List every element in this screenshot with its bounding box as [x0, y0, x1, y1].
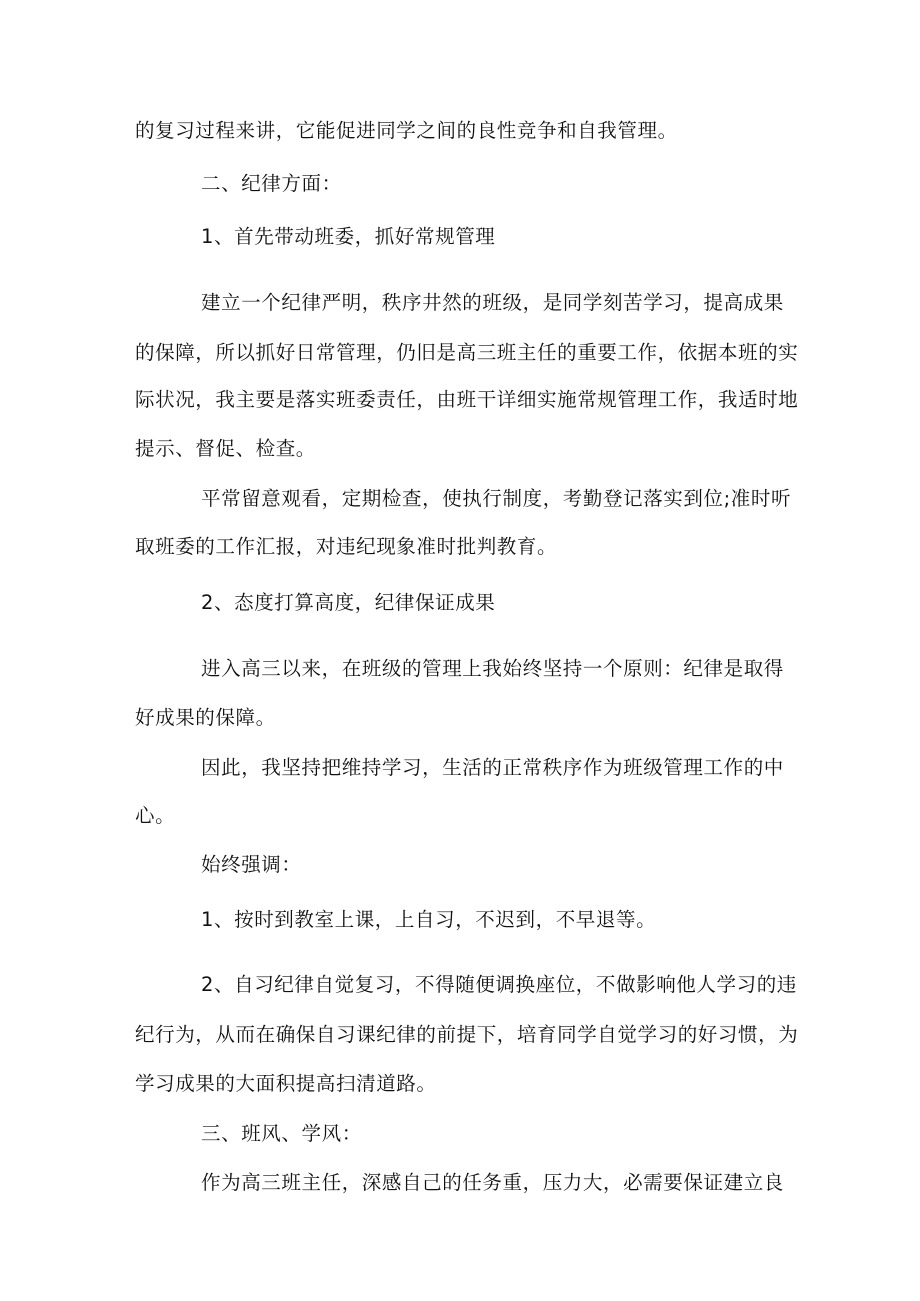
text-line-4: 建立一个纪律严明，秩序井然的班级，是同学刻苦学习，提高成果 [201, 291, 784, 314]
text-line-21: 作为高三班主任，深感自己的任务重，压力大，必需要保证建立良 [201, 1171, 784, 1194]
text-line-5: 的保障，所以抓好日常管理，仍旧是高三班主任的重要工作，依据本班的实 [135, 341, 799, 364]
subheading-2: 2、态度打算高度，纪律保证成果 [201, 591, 496, 614]
text-line-1: 的复习过程来讲，它能促进同学之间的良性竞争和自我管理。 [135, 119, 678, 142]
text-line-14: 心。 [135, 804, 176, 827]
text-line-8: 平常留意观看，定期检查，使执行制度，考勤登记落实到位;准时听 [201, 487, 792, 510]
list-item-2: 2、自习纪律自觉复习，不得随便调换座位，不做影响他人学习的违 [201, 973, 797, 996]
list-item-1: 1、按时到教室上课，上自习，不迟到，不早退等。 [201, 908, 657, 931]
text-line-7: 提示、督促、检查。 [135, 437, 316, 460]
text-line-18: 纪行为，从而在确保自习课纪律的前提下，培育同学自觉学习的好习惯，为 [135, 1023, 799, 1046]
text-line-6: 际状况，我主要是落实班委责任，由班干详细实施常规管理工作，我适时地 [135, 388, 799, 411]
section-heading-discipline: 二、纪律方面： [201, 172, 342, 195]
text-line-15: 始终强调： [201, 853, 302, 876]
text-line-9: 取班委的工作汇报，对违纪现象准时批判教育。 [135, 535, 558, 558]
section-heading-class-style: 三、班风、学风： [201, 1122, 362, 1145]
text-line-13: 因此，我坚持把维持学习，生活的正常秩序作为班级管理工作的中 [201, 756, 784, 779]
text-line-12: 好成果的保障。 [135, 706, 276, 729]
text-line-19: 学习成果的大面积提高扫清道路。 [135, 1072, 437, 1095]
text-line-11: 进入高三以来，在班级的管理上我始终坚持一个原则：纪律是取得 [201, 657, 784, 680]
subheading-1: 1、首先带动班委，抓好常规管理 [201, 225, 496, 248]
